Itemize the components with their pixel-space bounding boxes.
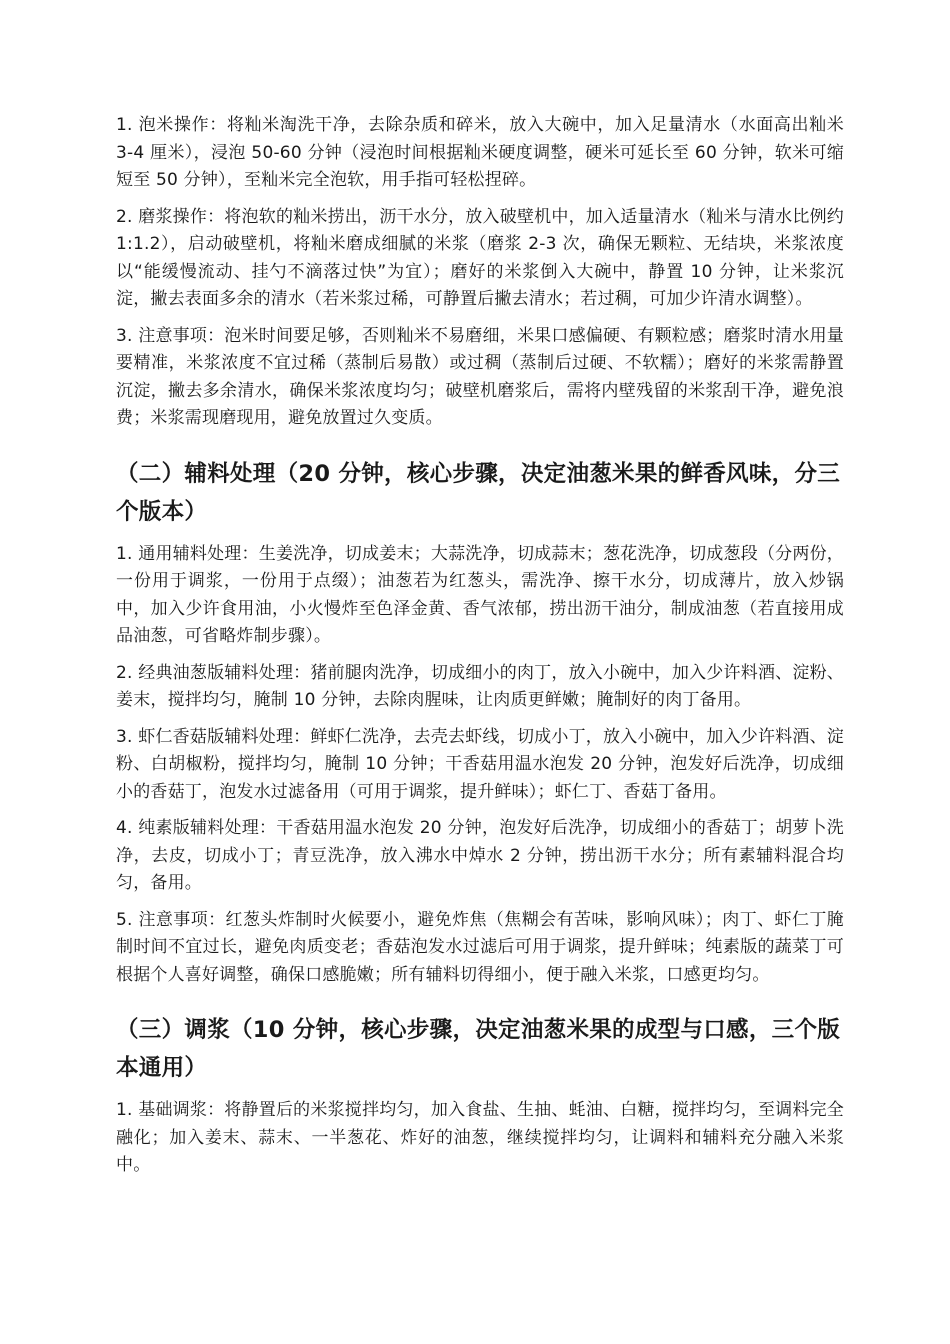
paragraph-shrimp-mushroom-version: 3. 虾仁香菇版辅料处理：鲜虾仁洗净，去壳去虾线，切成小丁，放入小碗中，加入少许料酒、淀粉、白胡椒粉，搅拌均匀，腌制 10 分钟；干香菇用温水泡发 20 分钟，泡发好后洗净，切成细小的香菇丁，泡发水过滤备用（可用于调浆，提升鲜味）；虾仁丁、香菇丁备用。 xyxy=(116,726,844,802)
paragraph-notes-ingredients: 5. 注意事项：红葱头炸制时火候要小，避免炸焦（焦糊会有苦味，影响风味）；肉丁、虾仁丁腌制时间不宜过长，避免肉质变老；香菇泡发水过滤后可用于调浆，提升鲜味；纯素版的蔬菜丁可根据个人喜好调整，确保口感脆嫩；所有辅料切得细小，便于融入米浆，口感更均匀。 xyxy=(116,909,844,985)
section-heading-batter: （三）调浆（10 分钟，核心步骤，决定油葱米果的成型与口感，三个版本通用） xyxy=(116,1017,841,1081)
paragraph-soak-rice: 1. 泡米操作：将籼米淘洗干净，去除杂质和碎米，放入大碗中，加入足量清水（水面高出籼米 3-4 厘米），浸泡 50-60 分钟（浸泡时间根据籼米硬度调整，硬米可延长至 60 分钟，软米可缩短至 50 分钟），至籼米完全泡软，用手指可轻松捏碎。 xyxy=(116,115,844,190)
paragraph-vegetarian-version: 4. 纯素版辅料处理：干香菇用温水泡发 20 分钟，泡发好后洗净，切成细小的香菇丁；胡萝卜洗净，去皮，切成小丁；青豆洗净，放入沸水中焯水 2 分钟，捞出沥干水分；所有素辅料混合均匀，备用。 xyxy=(116,818,844,893)
document-page xyxy=(116,112,844,1189)
section-heading-ingredients: （二）辅料处理（20 分钟，核心步骤，决定油葱米果的鲜香风味，分三个版本） xyxy=(116,460,841,525)
paragraph-basic-batter: 1. 基础调浆：将静置后的米浆搅拌均匀，加入食盐、生抽、蚝油、白糖，搅拌均匀，至调料完全融化；加入姜末、蒜末、一半葱花、炸好的油葱，继续搅拌均匀，让调料和辅料充分融入米浆中。 xyxy=(116,1100,844,1175)
paragraph-common-ingredients: 1. 通用辅料处理：生姜洗净，切成姜末；大蒜洗净，切成蒜末；葱花洗净，切成葱段（分两份，一份用于调浆，一份用于点缀）；油葱若为红葱头，需洗净、擦干水分，切成薄片，放入炒锅中，加入少许食用油，小火慢炸至色泽金黄、香气浓郁，捞出沥干油分，制成油葱（若直接用成品油葱，可省略炸制步骤）。 xyxy=(116,543,844,646)
paragraph-classic-version: 2. 经典油葱版辅料处理：猪前腿肉洗净，切成细小的肉丁，放入小碗中，加入少许料酒、淀粉、姜末，搅拌均匀，腌制 10 分钟，去除肉腥味，让肉质更鲜嫩；腌制好的肉丁备用。 xyxy=(116,662,844,710)
paragraph-notes-soak-grind: 3. 注意事项：泡米时间要足够，否则籼米不易磨细，米果口感偏硬、有颗粒感；磨浆时清水用量要精准，米浆浓度不宜过稀（蒸制后易散）或过稠（蒸制后过硬、不软糯）；磨好的米浆需静置沉淀，撇去多余清水，确保米浆浓度均匀；破壁机磨浆后，需将内壁残留的米浆刮干净，避免浪费；米浆需现磨现用，避免放置过久变质。 xyxy=(116,325,844,428)
paragraph-grind-slurry: 2. 磨浆操作：将泡软的籼米捞出，沥干水分，放入破壁机中，加入适量清水（籼米与清水比例约 1:1.2），启动破壁机，将籼米磨成细腻的米浆（磨浆 2-3 次，确保无颗粒、无结块，米浆浓度以“能缓慢流动、挂勺不滴落过快”为宜）；磨好的米浆倒入大碗中，静置 10 分钟，让米浆沉淀，撇去表面多余的清水（若米浆过稀，可静置后撇去清水；若过稠，可加少许清水调整）。 xyxy=(116,206,844,309)
